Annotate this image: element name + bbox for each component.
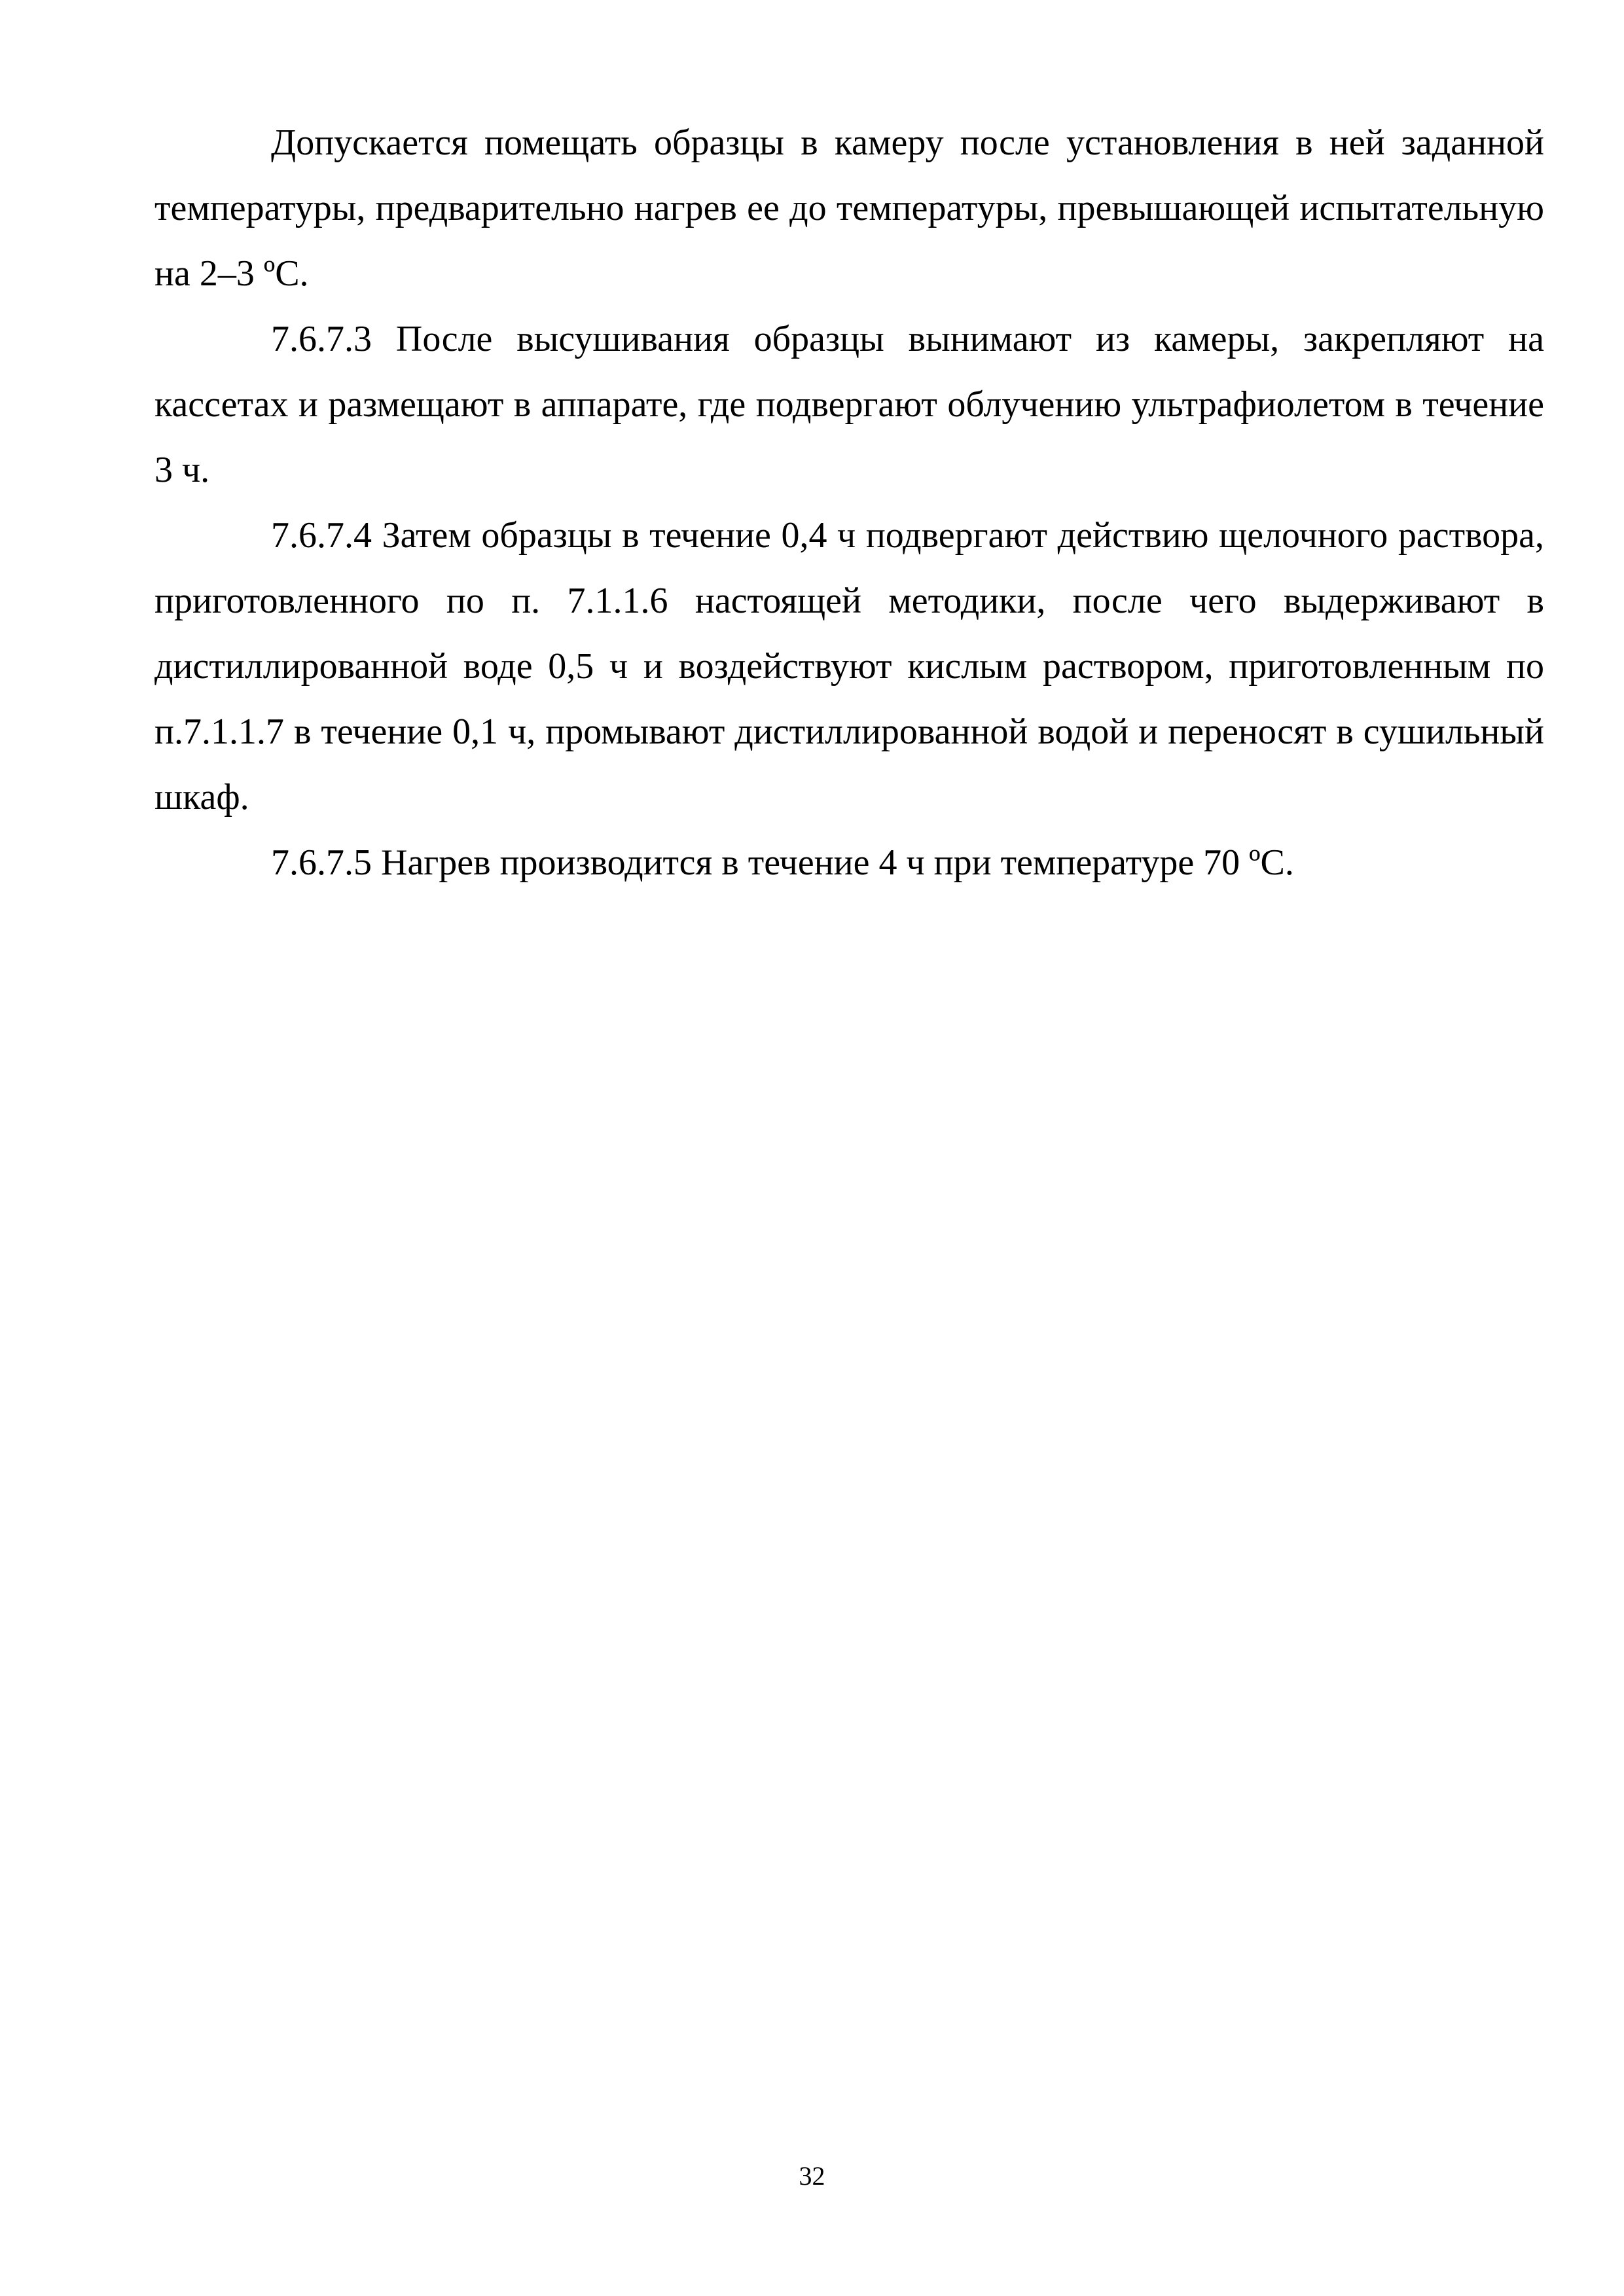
paragraph-sample-placement: Допускается помещать образцы в камеру после установления в ней заданной температуры, предварительно нагрев ее до температуры, превышающей испытательную на 2–3 ºС.: [154, 122, 1544, 294]
page-number: 32: [799, 2161, 825, 2191]
paragraph-7-6-7-3: 7.6.7.3 После высушивания образцы вынимают из камеры, закрепляют на кассетах и размещают в аппарате, где подвергают облучению ультрафиолетом в течение 3 ч.: [154, 319, 1544, 490]
paragraph-7-6-7-5: 7.6.7.5 Нагрев производится в течение 4 ч при температуре 70 ºС.: [271, 842, 1294, 883]
body-text: [154, 110, 1544, 895]
paragraph-7-6-7-4: 7.6.7.4 Затем образцы в течение 0,4 ч подвергают действию щелочного раствора, приготовленного по п. 7.1.1.6 настоящей методики, после чего выдерживают в дистиллированной воде 0,5 ч и воздействуют кислым раствором, приготовленным по п.7.1.1.7 в течение 0,1 ч, промывают дистиллированной водой и переносят в сушильный шкаф.: [154, 515, 1544, 817]
